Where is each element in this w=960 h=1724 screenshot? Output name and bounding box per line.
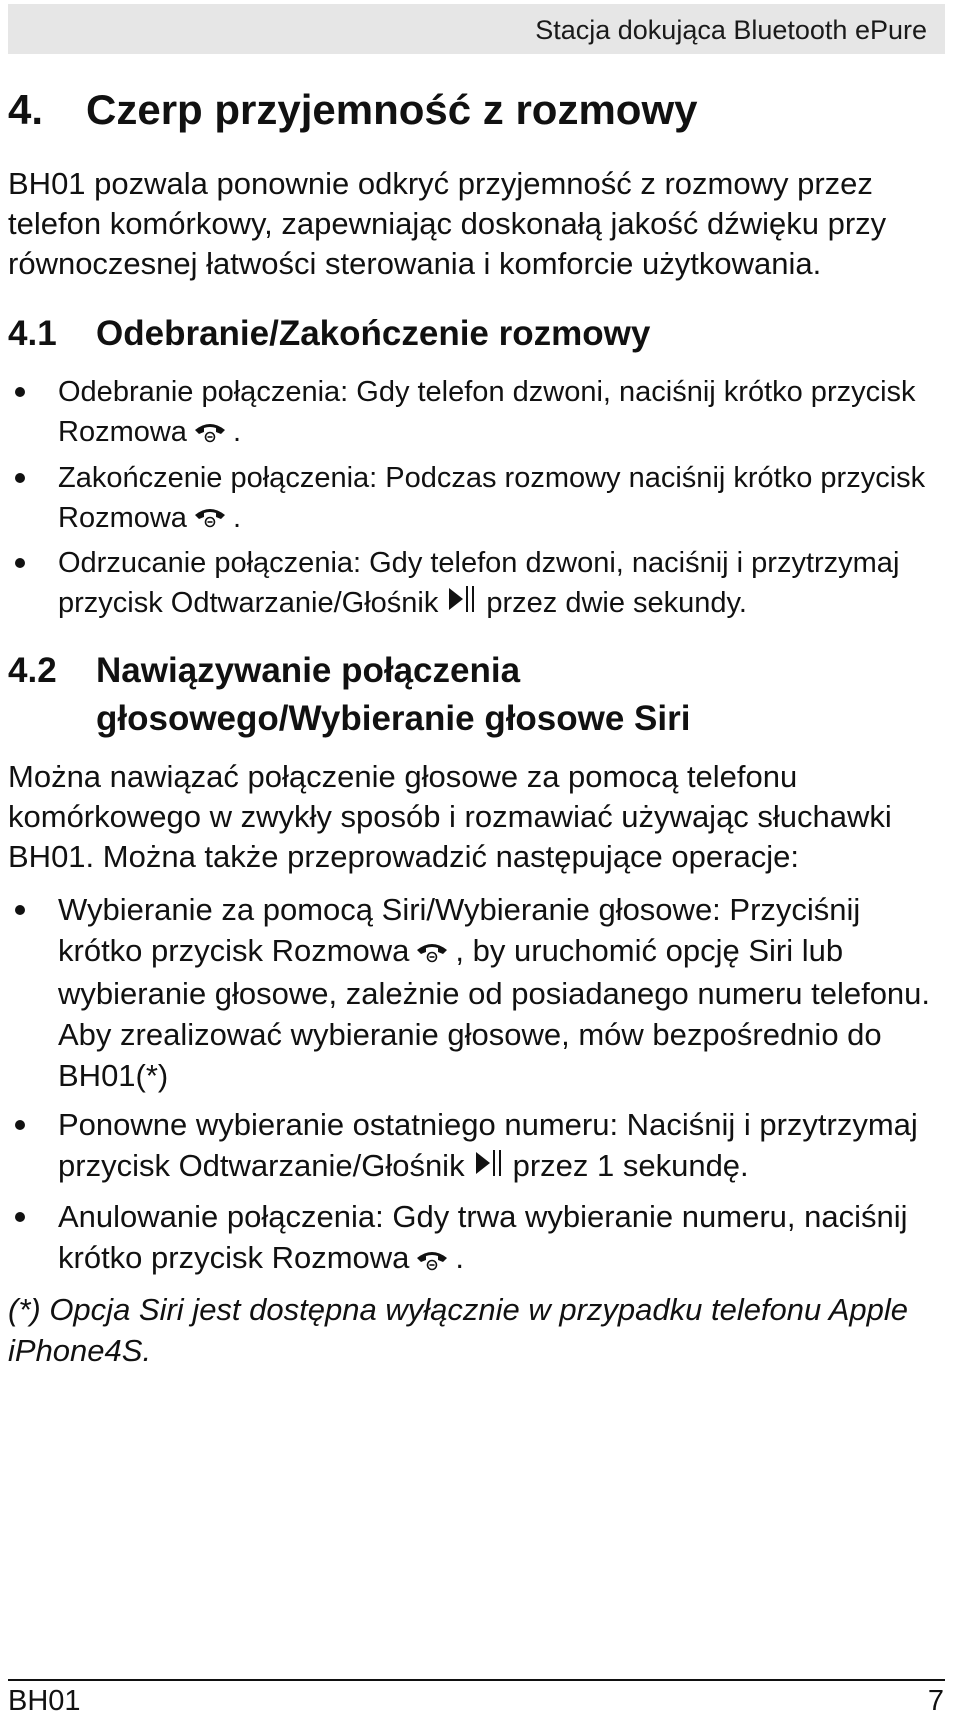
list-item: Zakończenie połączenia: Podczas rozmowy naciśnij krótko przycisk Rozmowa . xyxy=(8,458,948,539)
play-pause-icon xyxy=(475,1147,503,1188)
page-content xyxy=(8,86,948,1371)
bullet-icon xyxy=(15,905,25,915)
section-41-list xyxy=(8,372,948,625)
section-title: Odebranie/Zakończenie rozmowy xyxy=(96,314,651,354)
bullet-icon xyxy=(15,387,25,397)
bullet-icon xyxy=(15,473,25,483)
section-title: Nawiązywanie połączenia głosowego/Wybieranie głosowe Siri xyxy=(96,650,691,738)
footer-divider xyxy=(8,1679,945,1681)
section-title: Czerp przyjemność z rozmowy xyxy=(86,86,698,133)
section-number: 4.1 xyxy=(8,314,57,354)
section-number: 4. xyxy=(8,86,44,133)
phone-handset-icon xyxy=(415,1240,449,1281)
phone-handset-icon xyxy=(193,414,227,454)
list-item: Anulowanie połączenia: Gdy trwa wybieranie numeru, naciśnij krótko przycisk Rozmowa . xyxy=(8,1196,948,1280)
footer-model: BH01 xyxy=(8,1685,81,1717)
bullet-icon xyxy=(15,558,25,568)
list-item: Odebranie połączenia: Gdy telefon dzwoni, naciśnij krótko przycisk Rozmowa . xyxy=(8,372,948,453)
phone-handset-icon xyxy=(193,499,227,539)
header-bar xyxy=(8,4,945,54)
section-42-heading xyxy=(8,647,948,743)
section-number: 4.2 xyxy=(8,650,57,690)
section-4-intro: BH01 pozwala ponownie odkryć przyjemność z rozmowy przez telefon komórkowy, zapewniając doskonałą jakość dźwięku przy równoczesnej łatwości sterowania i komforcie użytkowania. xyxy=(8,166,887,282)
page-number: 7 xyxy=(927,1685,944,1717)
section-42-list xyxy=(8,889,948,1281)
bullet-icon xyxy=(15,1120,25,1130)
header-title: Stacja dokująca Bluetooth ePure xyxy=(535,15,927,45)
footnote: (*) Opcja Siri jest dostępna wyłącznie w przypadku telefonu Apple iPhone4S. xyxy=(8,1291,909,1368)
phone-handset-icon xyxy=(415,932,449,973)
list-item: Odrzucanie połączenia: Gdy telefon dzwoni, naciśnij i przytrzymaj przycisk Odtwarzanie/Głośnik przez dwie sekundy. xyxy=(8,543,948,625)
section-4-heading xyxy=(8,86,948,134)
section-42-intro: Można nawiązać połączenie głosowe za pomocą telefonu komórkowego w zwykły sposób i rozmawiać używając słuchawki BH01. Można także przeprowadzić następujące operacje: xyxy=(8,758,892,874)
play-pause-icon xyxy=(448,584,476,625)
section-41-heading xyxy=(8,310,948,358)
list-item: Ponowne wybieranie ostatniego numeru: Naciśnij i przytrzymaj przycisk Odtwarzanie/Głośnik przez 1 sekundę. xyxy=(8,1104,948,1188)
list-item: Wybieranie za pomocą Siri/Wybieranie głosowe: Przyciśnij krótko przycisk Rozmowa , by uruchomić opcję Siri lub wybieranie głosowe, zależnie od posiadanego numeru telefonu. Aby zrealizować wybieranie głosowe, mów bezpośrednio do BH01(*) xyxy=(8,889,948,1096)
bullet-icon xyxy=(15,1212,25,1222)
